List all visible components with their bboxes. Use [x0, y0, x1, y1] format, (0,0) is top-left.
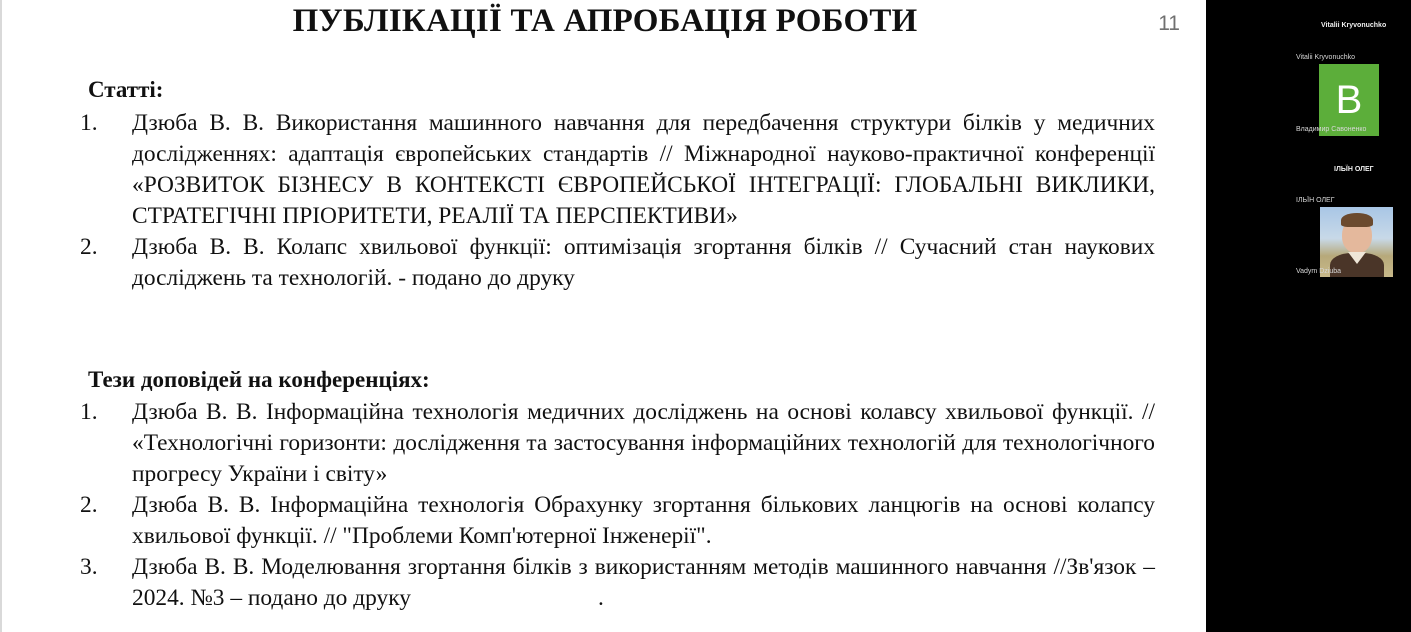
theses-list	[80, 397, 1161, 614]
item-number: 2.	[80, 492, 98, 518]
item-text: Дзюба В. В. Інформаційна технологія Обрахунку згортання бількових ланцюгів на основі колапсу хвильової функції. // "Проблеми Комп'ютерної Інженерії".	[132, 492, 1155, 549]
participant-name: ІЛЬЇН ОЛЕГ	[1334, 166, 1374, 173]
slide-title: ПУБЛІКАЦІЇ ТА АПРОБАЦІЯ РОБОТИ	[292, 3, 918, 39]
active-speaker-name: Vitalii Kryvonuchko	[1321, 22, 1387, 29]
participant-name: Vitalii Kryvonuchko	[1296, 54, 1356, 61]
item-number: 3.	[80, 554, 98, 580]
participant-name-small: ІЛЬЇН ОЛЕГ	[1296, 197, 1335, 204]
list-item	[80, 397, 1155, 490]
section-heading-articles: Статті:	[88, 77, 164, 102]
item-number: 1.	[80, 399, 98, 425]
participant-caption: Vadym Dziuba	[1296, 268, 1342, 275]
participants-panel	[1208, 0, 1411, 632]
photo-hair	[1341, 213, 1373, 227]
list-item	[80, 490, 1155, 552]
item-number: 1.	[80, 110, 98, 136]
item-text: Дзюба В. В. Колапс хвильової функції: оптимізація згортання білків // Сучасний стан наукових досліджень та технологій. - подано до друку	[132, 234, 1155, 291]
item-text: Дзюба В. В. Використання машинного навчання для передбачення структури білків у медичних дослідженнях: адаптація європейських стандартів // Міжнародної науково-практичної конференції «РОЗВИТОК БІЗНЕСУ В КОНТЕКСТІ ЄВРОПЕЙСЬКОЇ ІНТЕГРАЦІЇ: ГЛОБАЛЬНІ ВИКЛИКИ, СТРАТЕГІЧНІ ПРІОРИТЕТИ, РЕАЛІЇ ТА ПЕРСПЕКТИВИ»	[132, 110, 1155, 229]
slide-number: 11	[1158, 12, 1180, 35]
participant-caption: Владимир Савоненко	[1296, 126, 1367, 133]
articles-list	[80, 108, 1155, 294]
item-text: Дзюба В. В. Інформаційна технологія медичних досліджень на основі колавсу хвильової функції. // «Технологічні горизонти: дослідження та застосування інформаційних технологій для технологічного прогресу України і світу»	[132, 399, 1155, 487]
item-number: 2.	[80, 234, 98, 260]
list-item	[80, 108, 1155, 232]
list-item	[80, 552, 1161, 614]
item-text: Дзюба В. В. Моделювання згортання білків з використанням методів машинного навчання //Зв'язок – 2024. №3 – подано до друку .	[132, 554, 1161, 611]
participant-video[interactable]	[1320, 207, 1393, 277]
list-item	[80, 232, 1155, 294]
participant-avatar[interactable]: В	[1319, 64, 1379, 136]
section-heading-theses: Тези доповідей на конференціях:	[88, 367, 430, 392]
